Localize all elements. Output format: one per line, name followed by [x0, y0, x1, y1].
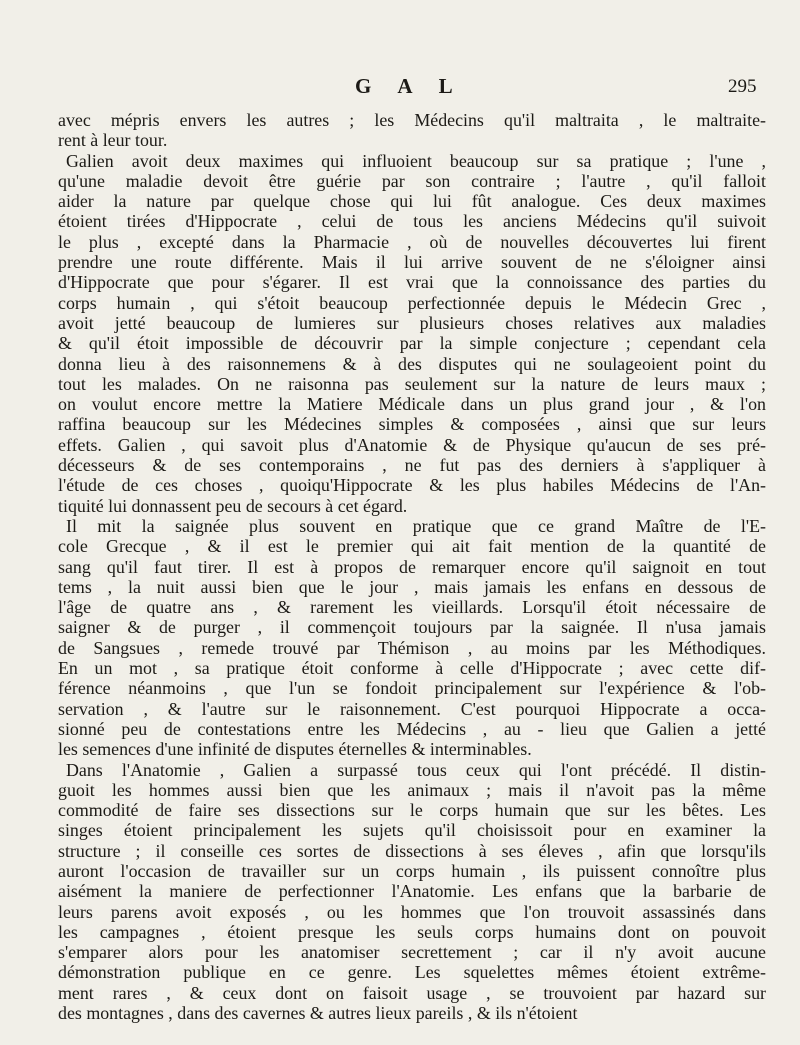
text-line: En un mot , sa pratique étoit conforme à celle d'Hippocrate ; avec cette dif-	[58, 658, 766, 679]
text-line: prendre une route différente. Mais il lui arrive souvent de ne s'éloigner ainsi	[58, 252, 766, 273]
text-line: corps humain , qui s'étoit beaucoup perfectionnée depuis le Médecin Grec ,	[58, 292, 766, 313]
text-line: le plus , excepté dans la Pharmacie , où de nouvelles découvertes lui firent	[58, 231, 766, 252]
text-line: avoit jetté beaucoup de lumieres sur plusieurs choses relatives aux maladies	[58, 312, 766, 333]
paragraph	[58, 516, 766, 760]
text-line: l'étude de ces choses , quoiqu'Hippocrate & les plus habiles Médecins de l'An-	[58, 475, 766, 496]
text-line: de Sangsues , remede trouvé par Thémison , au moins par les Méthodiques.	[58, 637, 766, 658]
text-line: férence néanmoins , que l'un se fondoit principalement sur l'expérience & l'ob-	[58, 678, 766, 699]
text-line: ment rares , & ceux dont on faisoit usage , se trouvoient par hazard sur	[58, 982, 766, 1003]
paragraph	[58, 151, 766, 516]
text-line: décesseurs & de ses contemporains , ne fut pas des derniers à s'appliquer à	[58, 455, 766, 476]
text-line: effets. Galien , qui savoit plus d'Anatomie & de Physique qu'aucun de ses pré-	[58, 434, 766, 455]
text-line: l'âge de quatre ans , & rarement les vieillards. Lorsqu'il étoit nécessaire de	[58, 597, 766, 618]
text-line: rent à leur tour.	[58, 130, 168, 151]
text-line: auront l'occasion de travailler sur un corps humain , ils puissent connoître plus	[58, 860, 766, 881]
text-line: raffina beaucoup sur les Médecines simples & composées , ainsi que sur leurs	[58, 414, 766, 435]
text-line: démonstration publique en ce genre. Les squelettes mêmes étoient extrême-	[58, 962, 766, 983]
body-text	[58, 110, 766, 1023]
text-line: cole Grecque , & il est le premier qui ait fait mention de la quantité de	[58, 536, 766, 557]
text-line: sionné peu de contestations entre les Médecins , au - lieu que Galien a jetté	[58, 718, 766, 739]
text-line: tout les malades. On ne raisonna pas seulement sur la nature de leurs maux ;	[58, 373, 766, 394]
text-line: les semences d'une infinité de disputes éternelles & interminables.	[58, 739, 532, 760]
text-line: d'Hippocrate que pour s'égarer. Il est vrai que la connoissance des parties du	[58, 272, 766, 293]
text-line: singes étoient principalement les sujets qu'il choisissoit pour en examiner la	[58, 820, 766, 841]
text-line: avec mépris envers les autres ; les Médecins qu'il maltraita , le maltraite-	[58, 110, 766, 130]
text-line: s'emparer alors pour les anatomiser secrettement ; car il n'y avoit aucune	[58, 942, 766, 963]
text-line: commodité de faire ses dissections sur le corps humain que sur les bêtes. Les	[58, 800, 766, 821]
text-line: Dans l'Anatomie , Galien a surpassé tous ceux qui l'ont précédé. Il distin-	[66, 759, 766, 780]
paragraph	[58, 110, 766, 151]
text-line: aider la nature par quelque chose qui lui fût analogue. Ces deux maximes	[58, 191, 766, 212]
text-line: qu'une maladie devoit être guérie par son contraire ; l'autre , qu'il falloit	[58, 170, 766, 191]
text-line: sang qu'il faut tirer. Il est à propos de remarquer encore qu'il saignoit en tout	[58, 556, 766, 577]
text-line: saigner & de purger , il commençoit toujours par la saignée. Il n'usa jamais	[58, 617, 766, 638]
text-line: tiquité lui donnassent peu de secours à cet égard.	[58, 495, 408, 516]
text-line: Galien avoit deux maximes qui influoient beaucoup sur sa pratique ; l'une ,	[66, 150, 766, 171]
text-line: les campagnes , étoient presque les seuls corps humains dont on pouvoit	[58, 921, 766, 942]
text-line: on voulut encore mettre la Matiere Médicale dans un plus grand jour , & l'on	[58, 394, 766, 415]
text-line: des montagnes , dans des cavernes & autres lieux pareils , & ils n'étoient	[58, 1003, 578, 1024]
paragraph	[58, 760, 766, 1024]
text-line: guoit les hommes aussi bien que les animaux ; mais il n'avoit pas la même	[58, 779, 766, 800]
text-line: Il mit la saignée plus souvent en pratique que ce grand Maître de l'E-	[66, 515, 766, 536]
text-line: tems , la nuit aussi bien que le jour , mais jamais les enfans en dessous de	[58, 576, 766, 597]
text-line: étoient tirées d'Hippocrate , celui de tous les anciens Médecins qu'il suivoit	[58, 211, 766, 232]
text-line: & qu'il étoit impossible de découvrir par la simple conjecture ; cependant cela	[58, 333, 766, 354]
text-line: structure ; il conseille ces sortes de dissections à ses éleves , afin que lorsqu'ils	[58, 840, 766, 861]
text-line: leurs parens avoit exposés , ou les hommes que l'on trouvoit assassinés dans	[58, 901, 766, 922]
text-line: aisément la maniere de perfectionner l'Anatomie. Les enfans que la barbarie de	[58, 881, 766, 902]
text-line: donna lieu à des raisonnemens & à des disputes qui ne soulageoient point du	[58, 353, 766, 374]
running-head: G A L	[355, 74, 464, 98]
text-line: servation , & l'autre sur le raisonnement. C'est pourquoi Hippocrate a occa-	[58, 698, 766, 719]
page-number: 295	[728, 76, 757, 97]
page-header	[0, 74, 800, 104]
